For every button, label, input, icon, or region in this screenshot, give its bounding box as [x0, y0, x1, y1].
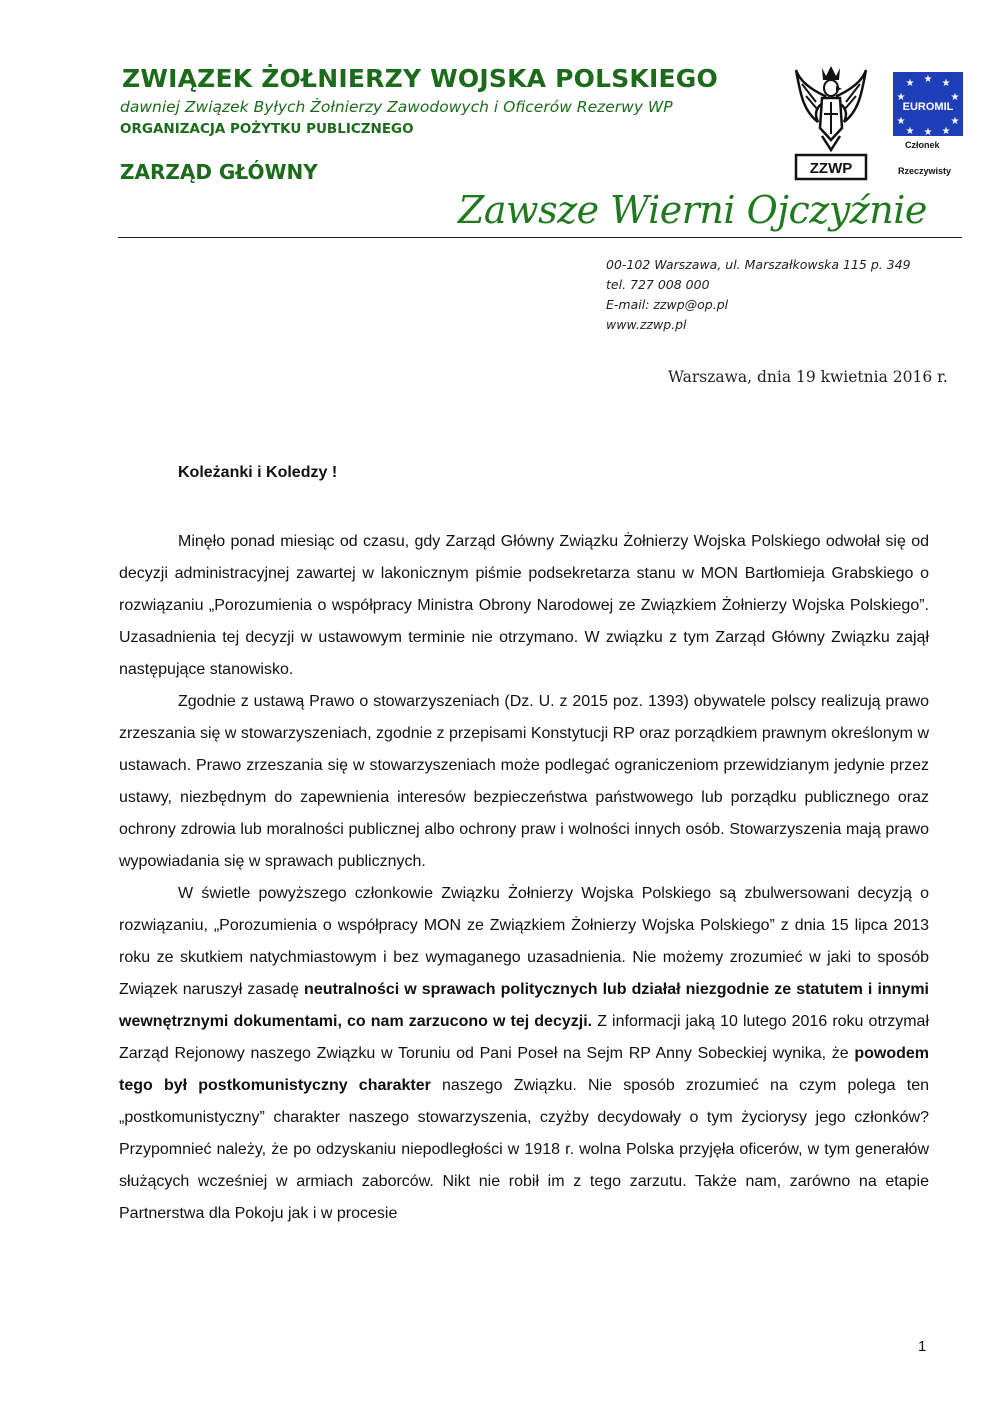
paragraph-3-part-a: W świetle powyższego członkowie Związku Żołnierzy Wojska Polskiego są zbulwersowani decyzją o rozwiązaniu, „Porozumienia o współpracy MON ze Związkiem Żołnierzy Wojska Polskiego” z dnia 15 lipca 2013 roku ze skutkiem natychmiastowym i bez wymaganego uzasadnienia. Nie możemy zrozumieć w jaki to sposób Związek naruszył zasadę — [119, 885, 929, 998]
paragraph-3 — [119, 878, 929, 1230]
svg-text:★: ★ — [896, 92, 906, 103]
member-label-line1: Członek — [905, 140, 940, 150]
board-title: ZARZĄD GŁÓWNY — [120, 160, 318, 184]
email: E-mail: zzwp@op.pl — [606, 297, 729, 312]
letter-body — [119, 526, 929, 1230]
paragraph-2: Zgodnie z ustawą Prawo o stowarzyszeniach (Dz. U. z 2015 poz. 1393) obywatele polscy realizują prawo zrzeszania się w stowarzyszeniach, zgodnie z przepisami Konstytucji RP oraz porządkiem prawnym określonym w ustawach. Prawo zrzeszania się w stowarzyszeniach może podlegać ograniczeniom przewidzianym jedynie przez ustawy, niezbędnym do zapewnienia interesów bezpieczeństwa państwowego lub porządku publicznego oraz ochrony zdrowia lub moralności publicznej albo ochrony praw i wolności innych osób. Stowarzyszenia mają prawo wypowiadania się w sprawach publicznych. — [119, 693, 929, 870]
date-line: Warszawa, dnia 19 kwietnia 2016 r. — [668, 368, 948, 386]
page-number: 1 — [918, 1338, 927, 1355]
contact-block — [606, 255, 911, 335]
paragraph-3-part-c: Z informacji jaką 10 lutego 2016 roku otrzymał Zarząd Rejonowy naszego Związku w Toruniu od Pani Poseł na Sejm RP Anny Sobeckiej wynika, że — [119, 1013, 929, 1062]
svg-text:★: ★ — [896, 116, 906, 127]
paragraph-3-emphasis-2: powodem tego był postkomunistyczny charakter — [119, 1045, 929, 1094]
svg-text:★: ★ — [950, 116, 960, 127]
organization-name: ZWIĄZEK ŻOŁNIERZY WOJSKA POLSKIEGO — [122, 64, 718, 93]
member-label-line2: Rzeczywisty — [898, 166, 952, 176]
svg-text:★: ★ — [905, 78, 915, 89]
svg-text:★: ★ — [905, 126, 915, 136]
svg-text:★: ★ — [923, 127, 933, 136]
header-divider — [118, 237, 962, 238]
paragraph-3-part-e: naszego Związku. Nie sposób zrozumieć na czym polega ten „postkomunistyczny” charakter naszego stowarzyszenia, czyżby decydowały o tym życiorysy jego członków? Przypomnieć należy, że po odzyskaniu niepodległości w 1918 r. wolna Polska przyjęła oficerów, w tym generałów służących wcześniej w armiach zaborców. Nikt nie robił im z tego zarzutu. Także nam, zarówno na etapie Partnerstwa dla Pokoju jak i w procesie — [119, 1077, 929, 1222]
svg-text:★: ★ — [923, 74, 933, 85]
greeting: Koleżanki i Koledzy ! — [178, 464, 338, 481]
address: 00-102 Warszawa, ul. Marszałkowska 115 p. 349 — [606, 257, 911, 272]
former-name: dawniej Związek Byłych Żołnierzy Zawodowych i Oficerów Rezerwy WP — [120, 98, 673, 116]
svg-text:★: ★ — [950, 92, 960, 103]
logo-text: ZZWP — [809, 160, 853, 177]
phone: tel. 727 008 000 — [606, 277, 710, 292]
paragraph-1: Minęło ponad miesiąc od czasu, gdy Zarząd Główny Związku Żołnierzy Wojska Polskiego odwołał się od decyzji administracyjnej zawartej w lakonicznym piśmie podsekretarza stanu w MON Bartłomieja Grabskiego o rozwiązaniu „Porozumienia o współpracy Ministra Obrony Narodowej ze Związkiem Żołnierzy Wojska Polskiego”. Uzasadnienia tej decyzji w ustawowym terminie nie otrzymano. W związku z tym Zarząd Główny Związku zajął następujące stanowisko. — [119, 533, 929, 678]
public-benefit-label: ORGANIZACJA POŻYTKU PUBLICZNEGO — [120, 121, 414, 137]
euromil-logo — [893, 72, 963, 136]
euromil-text: EUROMIL — [902, 101, 954, 113]
paragraph-3-emphasis-1: neutralności w sprawach politycznych lub działał niezgodnie ze statutem i innymi wewnętrznymi dokumentami, co nam zarzucono w tej decyzji. — [119, 981, 930, 1030]
svg-text:★: ★ — [941, 78, 951, 89]
svg-text:★: ★ — [941, 126, 951, 136]
eagle-emblem-logo — [792, 62, 870, 182]
motto: Zawsze Wierni Ojczyźnie — [458, 188, 927, 232]
website: www.zzwp.pl — [606, 317, 687, 332]
